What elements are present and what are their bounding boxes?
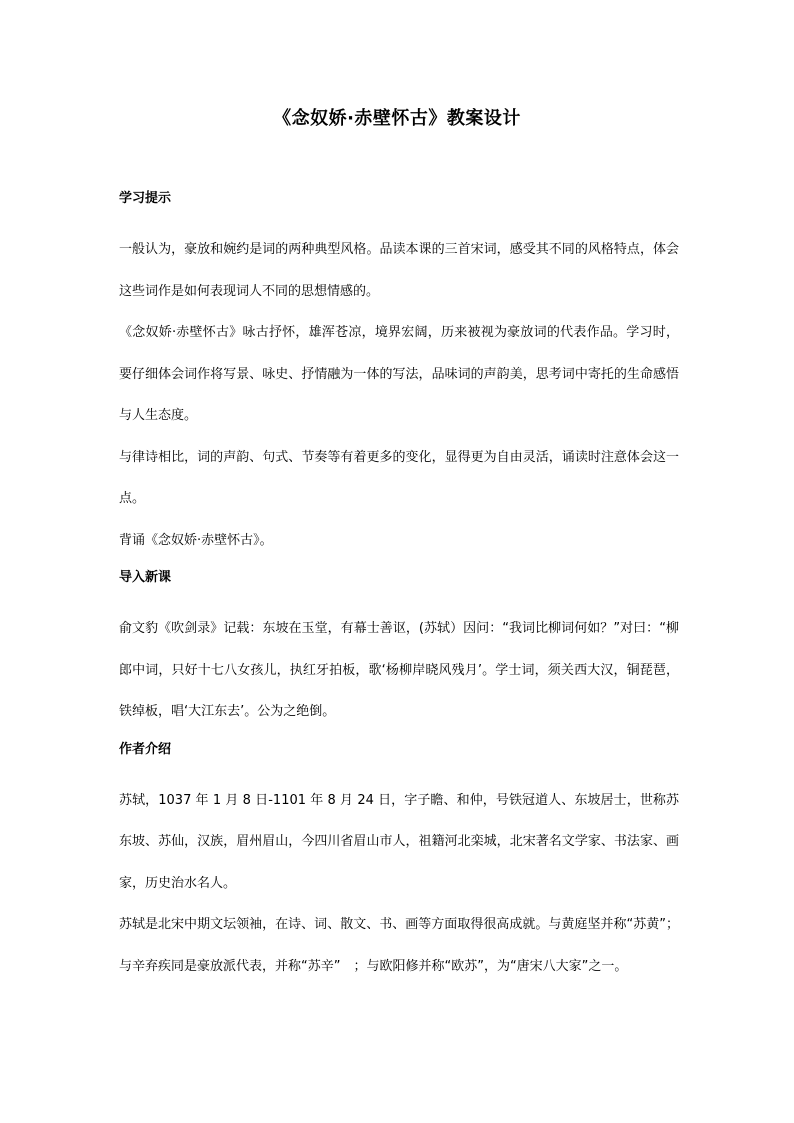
document-body bbox=[119, 188, 679, 987]
section-heading-author: 作者介绍 bbox=[119, 741, 172, 757]
paragraph: 一般认为，豪放和婉约是词的两种典型风格。品读本课的三首宋词，感受其不同的风格特点，体会这些词作是如何表现词人不同的思想情感的。 bbox=[119, 242, 679, 299]
section-heading-study-tips: 学习提示 bbox=[119, 191, 172, 206]
paragraph: 背诵《念奴娇·赤壁怀古》。 bbox=[119, 532, 273, 548]
section-heading-introduction: 导入新课 bbox=[119, 570, 172, 585]
paragraph: 俞文豹《吹剑录》记载：东坡在玉堂，有幕士善讴，(苏轼）因问：“我词比柳词何如？”对曰：“柳郎中词，只好十七八女孩儿，执红牙拍板，歌‘杨柳岸晓风残月’。学士词，须关西大汉，铜琵琶，铁绰板，唱‘大江东去’。公为之绝倒。 bbox=[119, 621, 679, 719]
paragraph: 《念奴娇·赤壁怀古》咏古抒怀，雄浑苍凉，境界宏阔，历来被视为豪放词的代表作品。学习时，要仔细体会词作将写景、咏史、抒情融为一体的写法，品味词的声韵美，思考词中寄托的生命感悟与人生态度。 bbox=[119, 325, 679, 423]
document-title: 《念奴娇·赤壁怀古》教案设计 bbox=[273, 108, 521, 129]
paragraph: 苏轼是北宋中期文坛领袖，在诗、词、散文、书、画等方面取得很高成就。与黄庭坚并称“苏黄”；与辛弃疾同是豪放派代表，并称“苏辛” ；与欧阳修并称“欧苏”，为“唐宋八大家”之一。 bbox=[119, 917, 679, 974]
paragraph: 与律诗相比，词的声韵、句式、节奏等有着更多的变化，显得更为自由灵活，诵读时注意体会这一点。 bbox=[119, 449, 679, 506]
paragraph: 苏轼，1037 年 1 月 8 日-1101 年 8 月 24 日，字子瞻、和仲，号铁冠道人、东坡居士，世称苏东坡、苏仙，汉族，眉州眉山，今四川省眉山市人，祖籍河北栾城，北宋著名文学家、书法家、画家，历史治水名人。 bbox=[119, 792, 679, 891]
